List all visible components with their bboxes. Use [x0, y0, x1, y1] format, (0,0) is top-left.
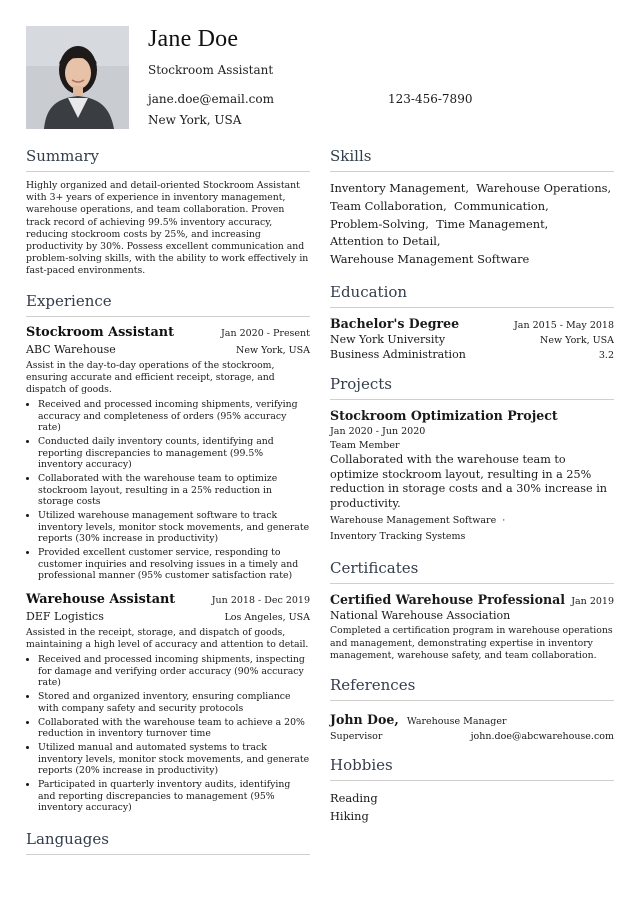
- education-field: Business Administration: [330, 347, 466, 361]
- skill-item: Problem-Solving,: [330, 216, 429, 231]
- job-summary: Assist in the day-to-day operations of the stockroom, ensuring accurate and efficient receipt, storage, and dispatch of goods.: [26, 359, 275, 396]
- candidate-name: Jane Doe: [148, 26, 239, 52]
- job-entry: [26, 325, 310, 582]
- projects-heading: Projects: [330, 375, 614, 400]
- education-date: Jan 2015 - May 2018: [514, 319, 614, 331]
- tag-separator: ·: [502, 515, 506, 527]
- job-title: Stockroom Assistant: [26, 324, 174, 340]
- job-location: New York, USA: [236, 344, 310, 356]
- skill-item: Time Management,: [436, 216, 549, 231]
- contact-email[interactable]: jane.doe@email.com: [148, 92, 274, 106]
- certificate-description: Completed a certification program in warehouse operations and management, demonstrating expertise in inventory management, warehouse safety, and team collaboration.: [330, 625, 613, 661]
- job-bullet: • Participated in quarterly inventory audits, identifying and reporting discrepancies to management (95% inventory accuracy): [38, 779, 310, 814]
- certificate-entry: [330, 592, 614, 662]
- profile-photo: [26, 26, 129, 129]
- contact-phone[interactable]: 123-456-7890: [388, 92, 473, 106]
- skill-item: Warehouse Operations,: [476, 181, 612, 195]
- job-date: Jan 2020 - Present: [220, 327, 310, 339]
- education-entry: [330, 316, 614, 361]
- contact-location: New York, USA: [148, 113, 242, 127]
- job-summary: Assisted in the receipt, storage, and dispatch of goods, maintaining a high level of accuracy and attention to detail.: [26, 626, 309, 651]
- reference-entry: [330, 709, 614, 742]
- certificate-date: Jan 2019: [571, 596, 614, 608]
- hobbies-heading: Hobbies: [330, 756, 614, 781]
- skills-heading: Skills: [330, 147, 614, 172]
- project-name: Stockroom Optimization Project: [330, 407, 558, 423]
- hobby-item: Hiking: [330, 808, 369, 823]
- job-bullets: [26, 654, 310, 813]
- job-bullet: • Stored and organized inventory, ensuring compliance with company safety and security protocols: [38, 691, 310, 714]
- job-date: Jun 2018 - Dec 2019: [211, 594, 310, 606]
- skill-item: Warehouse Management Software: [330, 252, 530, 267]
- left-column: [26, 147, 310, 863]
- summary-text: Highly organized and detail-oriented Stockroom Assistant with 3+ years of experience in inventory management, warehouse operations, and team collaboration. Proven track record of achieving 99.5% inventory accuracy, reducing stockroom costs by 25%, and increasing productivity by 30%. Possess excellent communication and problem-solving skills, with the ability to work effectively in fast-paced environments.: [26, 180, 309, 277]
- right-column: [330, 147, 614, 825]
- job-bullet: • Conducted daily inventory counts, identifying and reporting discrepancies to management (99.5% inventory accuracy): [38, 436, 310, 471]
- job-bullet: • Utilized manual and automated systems to track inventory levels, monitor stock movements, and generate reports (20% increase in productivity): [38, 742, 310, 777]
- reference-email[interactable]: john.doe@abcwarehouse.com: [470, 730, 614, 742]
- certificate-name: Certified Warehouse Professional: [330, 592, 566, 608]
- reference-relation: Supervisor: [330, 730, 383, 742]
- project-role: Team Member: [330, 439, 400, 451]
- job-bullet: • Collaborated with the warehouse team to achieve a 20% reduction in inventory turnover time: [38, 717, 310, 740]
- project-entry: [330, 408, 614, 545]
- candidate-role: Stockroom Assistant: [148, 63, 274, 77]
- education-heading: Education: [330, 283, 614, 308]
- job-bullet: • Received and processed incoming shipments, verifying accuracy and completeness of orders (95% accuracy rate): [38, 399, 310, 434]
- reference-name: John Doe,: [330, 711, 399, 727]
- project-description: Collaborated with the warehouse team to optimize stockroom layout, resulting in a 25% reduction in storage costs and a 30% increase in productivity.: [330, 452, 608, 510]
- project-tag: Warehouse Management Software: [330, 515, 497, 527]
- job-bullet: • Provided excellent customer service, responding to customer inquiries and resolving issues in a timely and professional manner (95% customer satisfaction rate): [38, 547, 310, 582]
- certificate-issuer: National Warehouse Association: [330, 609, 511, 623]
- project-tags: [330, 513, 614, 545]
- skill-item: Attention to Detail,: [330, 234, 441, 249]
- skill-item: Inventory Management,: [330, 181, 469, 195]
- education-school: New York University: [330, 332, 446, 346]
- job-title: Warehouse Assistant: [26, 591, 176, 607]
- education-location: New York, USA: [540, 334, 614, 346]
- education-degree: Bachelor's Degree: [330, 315, 460, 331]
- summary-heading: Summary: [26, 147, 310, 172]
- job-bullet: • Received and processed incoming shipments, inspecting for damage and verifying order accuracy (90% accuracy rate): [38, 654, 310, 689]
- references-heading: References: [330, 676, 614, 701]
- languages-heading: Languages: [26, 830, 310, 855]
- skills-list: [330, 180, 614, 269]
- job-bullet: • Collaborated with the warehouse team to optimize stockroom layout, resulting in a 25% reduction in storage costs: [38, 473, 310, 508]
- job-bullet: • Utilized warehouse management software to track inventory levels, monitor stock movements, and generate reports (30% increase in productivity): [38, 510, 310, 545]
- job-bullets: [26, 399, 310, 582]
- skill-item: Team Collaboration,: [330, 198, 447, 213]
- project-tag: Inventory Tracking Systems: [330, 531, 466, 543]
- job-company: DEF Logistics: [26, 609, 104, 623]
- reference-position: Warehouse Manager: [406, 715, 507, 727]
- hobby-item: Reading: [330, 790, 378, 805]
- experience-heading: Experience: [26, 292, 310, 317]
- job-entry: [26, 592, 310, 814]
- job-company: ABC Warehouse: [26, 342, 116, 356]
- skill-item: Communication,: [454, 198, 549, 213]
- project-date: Jan 2020 - Jun 2020: [330, 425, 426, 437]
- certificates-heading: Certificates: [330, 559, 614, 584]
- education-gpa: 3.2: [598, 349, 614, 361]
- job-location: Los Angeles, USA: [224, 611, 310, 623]
